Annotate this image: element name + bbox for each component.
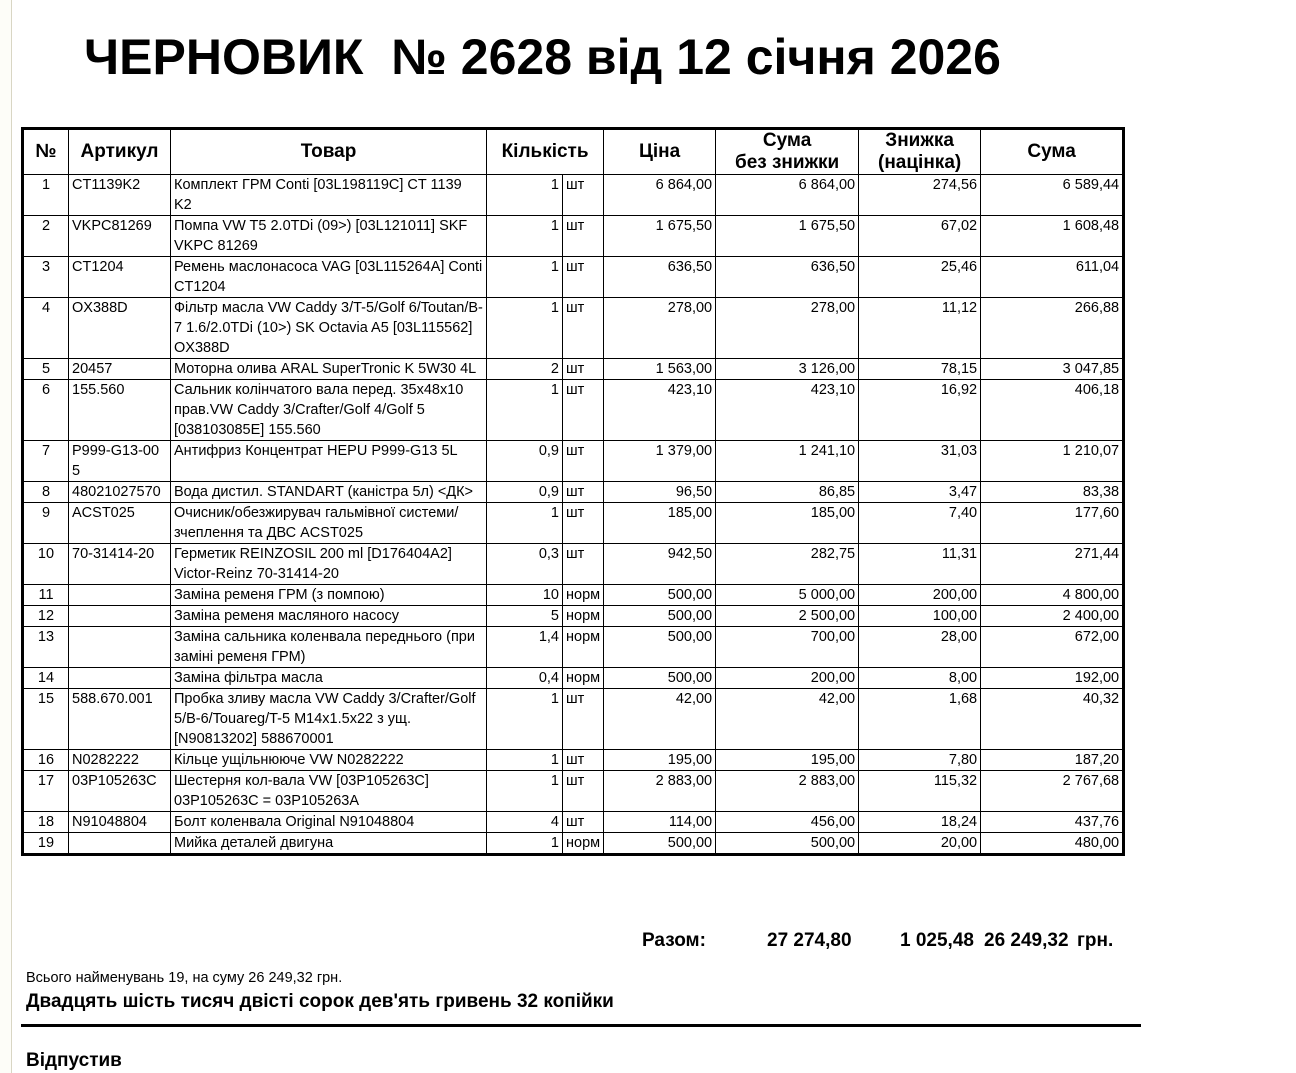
cell-sum: 437,76 <box>981 812 1124 833</box>
cell-discount: 11,31 <box>859 544 981 585</box>
cell-discount: 7,40 <box>859 503 981 544</box>
table-row <box>23 585 1124 606</box>
cell-no: 18 <box>23 812 69 833</box>
cell-sum-no-discount: 2 500,00 <box>716 606 859 627</box>
cell-quantity: 1 <box>487 689 563 750</box>
cell-price: 500,00 <box>604 627 716 668</box>
cell-no: 13 <box>23 627 69 668</box>
cell-quantity: 1 <box>487 771 563 812</box>
cell-product: Болт коленвала Original N91048804 <box>171 812 487 833</box>
cell-product: Вода дистил. STANDART (каністра 5л) <ДК> <box>171 482 487 503</box>
cell-discount: 200,00 <box>859 585 981 606</box>
cell-product: Герметик REINZOSIL 200 ml [D176404A2] Victor-Reinz 70-31414-20 <box>171 544 487 585</box>
table-row <box>23 689 1124 750</box>
cell-article: P999-G13-005 <box>69 441 171 482</box>
cell-price: 1 563,00 <box>604 359 716 380</box>
cell-article: CT1139K2 <box>69 175 171 216</box>
cell-quantity: 10 <box>487 585 563 606</box>
table-row <box>23 216 1124 257</box>
cell-price: 500,00 <box>604 668 716 689</box>
cell-sum: 406,18 <box>981 380 1124 441</box>
cell-product: Помпа VW T5 2.0TDi (09>) [03L121011] SKF VKPC 81269 <box>171 216 487 257</box>
cell-article: 155.560 <box>69 380 171 441</box>
cell-unit: шт <box>563 689 604 750</box>
items-table <box>21 127 1125 856</box>
cell-article: 70-31414-20 <box>69 544 171 585</box>
cell-price: 96,50 <box>604 482 716 503</box>
cell-quantity: 0,4 <box>487 668 563 689</box>
table-row <box>23 298 1124 359</box>
cell-discount: 3,47 <box>859 482 981 503</box>
cell-no: 9 <box>23 503 69 544</box>
header-product: Товар <box>171 129 487 175</box>
cell-sum: 1 210,07 <box>981 441 1124 482</box>
cell-no: 5 <box>23 359 69 380</box>
cell-discount: 67,02 <box>859 216 981 257</box>
cell-article: CT1204 <box>69 257 171 298</box>
cell-unit: шт <box>563 812 604 833</box>
cell-sum-no-discount: 500,00 <box>716 833 859 855</box>
totals-discount: 1 025,48 <box>900 930 974 951</box>
table-row <box>23 441 1124 482</box>
cell-discount: 31,03 <box>859 441 981 482</box>
cell-quantity: 1 <box>487 750 563 771</box>
totals-sum-no-discount: 27 274,80 <box>767 930 852 951</box>
cell-article: OX388D <box>69 298 171 359</box>
cell-product: Пробка зливу масла VW Caddy 3/Crafter/Golf 5/B-6/Touareg/T-5 M14x1.5x22 з ущ. [N90813202] 588670001 <box>171 689 487 750</box>
cell-unit: шт <box>563 175 604 216</box>
cell-price: 1 379,00 <box>604 441 716 482</box>
amount-in-words: Двадцять шість тисяч двісті сорок дев'ять гривень 32 копійки <box>26 991 614 1012</box>
cell-unit: шт <box>563 771 604 812</box>
cell-sum: 40,32 <box>981 689 1124 750</box>
cell-unit: норм <box>563 833 604 855</box>
cell-quantity: 0,3 <box>487 544 563 585</box>
cell-sum-no-discount: 42,00 <box>716 689 859 750</box>
cell-unit: шт <box>563 503 604 544</box>
table-row <box>23 833 1124 855</box>
cell-sum: 266,88 <box>981 298 1124 359</box>
cell-sum-no-discount: 700,00 <box>716 627 859 668</box>
cell-price: 500,00 <box>604 833 716 855</box>
table-row <box>23 380 1124 441</box>
cell-article: 48021027570 <box>69 482 171 503</box>
divider <box>21 1024 1141 1027</box>
cell-quantity: 5 <box>487 606 563 627</box>
cell-sum-no-discount: 6 864,00 <box>716 175 859 216</box>
cell-price: 114,00 <box>604 812 716 833</box>
cell-price: 278,00 <box>604 298 716 359</box>
cell-sum: 672,00 <box>981 627 1124 668</box>
cell-sum-no-discount: 423,10 <box>716 380 859 441</box>
cell-quantity: 4 <box>487 812 563 833</box>
cell-product: Сальник колінчатого вала перед. 35x48x10 прав.VW Caddy 3/Crafter/Golf 4/Golf 5 [038103085E] 155.560 <box>171 380 487 441</box>
cell-no: 7 <box>23 441 69 482</box>
cell-unit: шт <box>563 257 604 298</box>
cell-discount: 28,00 <box>859 627 981 668</box>
cell-price: 423,10 <box>604 380 716 441</box>
cell-product: Комплект ГРМ Conti [03L198119C] CT 1139 K2 <box>171 175 487 216</box>
table-row <box>23 257 1124 298</box>
cell-sum-no-discount: 1 675,50 <box>716 216 859 257</box>
header-sum: Сума <box>981 129 1124 175</box>
cell-sum: 187,20 <box>981 750 1124 771</box>
cell-price: 500,00 <box>604 606 716 627</box>
cell-article: 03P105263C <box>69 771 171 812</box>
cell-discount: 1,68 <box>859 689 981 750</box>
cell-no: 16 <box>23 750 69 771</box>
cell-article <box>69 668 171 689</box>
cell-price: 185,00 <box>604 503 716 544</box>
cell-no: 11 <box>23 585 69 606</box>
cell-sum-no-discount: 278,00 <box>716 298 859 359</box>
cell-price: 500,00 <box>604 585 716 606</box>
cell-article <box>69 585 171 606</box>
cell-article: VKPC81269 <box>69 216 171 257</box>
cell-quantity: 1 <box>487 380 563 441</box>
table-row <box>23 544 1124 585</box>
cell-article <box>69 606 171 627</box>
header-sum-no-discount-line2: без знижки <box>734 152 840 173</box>
cell-price: 942,50 <box>604 544 716 585</box>
cell-price: 636,50 <box>604 257 716 298</box>
table-row <box>23 175 1124 216</box>
cell-discount: 8,00 <box>859 668 981 689</box>
table-row <box>23 812 1124 833</box>
cell-quantity: 2 <box>487 359 563 380</box>
cell-sum: 2 767,68 <box>981 771 1124 812</box>
cell-quantity: 1 <box>487 175 563 216</box>
cell-unit: шт <box>563 359 604 380</box>
cell-product: Антифриз Концентрат HEPU P999-G13 5L <box>171 441 487 482</box>
header-sum-no-discount-line1: Сума <box>762 130 812 151</box>
cell-price: 6 864,00 <box>604 175 716 216</box>
cell-no: 2 <box>23 216 69 257</box>
released-by-label: Відпустив <box>26 1050 122 1071</box>
cell-quantity: 0,9 <box>487 482 563 503</box>
cell-product: Кільце ущільнююче VW N0282222 <box>171 750 487 771</box>
cell-discount: 18,24 <box>859 812 981 833</box>
cell-no: 10 <box>23 544 69 585</box>
cell-discount: 16,92 <box>859 380 981 441</box>
cell-sum-no-discount: 185,00 <box>716 503 859 544</box>
table-row <box>23 482 1124 503</box>
cell-quantity: 1 <box>487 833 563 855</box>
header-sum-no-discount <box>716 129 859 175</box>
cell-sum-no-discount: 1 241,10 <box>716 441 859 482</box>
cell-product: Фільтр масла VW Caddy 3/T-5/Golf 6/Toutan/B-7 1.6/2.0TDi (10>) SK Octavia A5 [03L115562] OX388D <box>171 298 487 359</box>
cell-no: 1 <box>23 175 69 216</box>
cell-sum: 480,00 <box>981 833 1124 855</box>
cell-no: 17 <box>23 771 69 812</box>
totals-currency: грн. <box>1077 930 1114 951</box>
cell-no: 14 <box>23 668 69 689</box>
cell-sum-no-discount: 282,75 <box>716 544 859 585</box>
cell-unit: шт <box>563 441 604 482</box>
cell-product: Моторна олива ARAL SuperTronic K 5W30 4L <box>171 359 487 380</box>
cell-sum-no-discount: 5 000,00 <box>716 585 859 606</box>
cell-sum: 177,60 <box>981 503 1124 544</box>
table-row <box>23 503 1124 544</box>
cell-price: 195,00 <box>604 750 716 771</box>
totals-sum: 26 249,32 <box>984 930 1069 951</box>
cell-quantity: 1 <box>487 503 563 544</box>
table-row <box>23 359 1124 380</box>
cell-sum: 4 800,00 <box>981 585 1124 606</box>
cell-discount: 7,80 <box>859 750 981 771</box>
cell-product: Шестерня кол-вала VW [03P105263C] 03P105263C = 03P105263A <box>171 771 487 812</box>
cell-discount: 274,56 <box>859 175 981 216</box>
cell-article <box>69 627 171 668</box>
cell-sum-no-discount: 3 126,00 <box>716 359 859 380</box>
cell-product: Заміна ременя ГРМ (з помпою) <box>171 585 487 606</box>
cell-unit: шт <box>563 298 604 359</box>
cell-quantity: 1 <box>487 216 563 257</box>
cell-sum: 6 589,44 <box>981 175 1124 216</box>
page-edge <box>0 0 12 1073</box>
cell-sum: 83,38 <box>981 482 1124 503</box>
cell-product: Заміна ременя масляного насосу <box>171 606 487 627</box>
cell-article: 588.670.001 <box>69 689 171 750</box>
cell-discount: 78,15 <box>859 359 981 380</box>
cell-sum-no-discount: 636,50 <box>716 257 859 298</box>
cell-no: 12 <box>23 606 69 627</box>
totals-label: Разом: <box>642 930 706 951</box>
cell-sum: 611,04 <box>981 257 1124 298</box>
cell-discount: 100,00 <box>859 606 981 627</box>
cell-unit: шт <box>563 750 604 771</box>
cell-no: 6 <box>23 380 69 441</box>
cell-no: 19 <box>23 833 69 855</box>
table-row <box>23 606 1124 627</box>
cell-no: 15 <box>23 689 69 750</box>
cell-article: 20457 <box>69 359 171 380</box>
cell-product: Заміна сальника коленвала переднього (при заміні ременя ГРМ) <box>171 627 487 668</box>
cell-article: N91048804 <box>69 812 171 833</box>
cell-unit: норм <box>563 585 604 606</box>
cell-discount: 20,00 <box>859 833 981 855</box>
document-title: ЧЕРНОВИК № 2628 від 12 січня 2026 <box>84 29 1001 85</box>
cell-price: 42,00 <box>604 689 716 750</box>
table-row <box>23 627 1124 668</box>
cell-unit: шт <box>563 380 604 441</box>
cell-quantity: 1 <box>487 257 563 298</box>
cell-sum-no-discount: 2 883,00 <box>716 771 859 812</box>
cell-product: Очисник/обезжирувач гальмівної системи/зчеплення та ДВС ACST025 <box>171 503 487 544</box>
cell-unit: норм <box>563 668 604 689</box>
cell-sum: 271,44 <box>981 544 1124 585</box>
cell-price: 1 675,50 <box>604 216 716 257</box>
cell-article: ACST025 <box>69 503 171 544</box>
table-body <box>23 175 1124 855</box>
cell-unit: шт <box>563 482 604 503</box>
table-header-row <box>23 129 1124 175</box>
cell-no: 3 <box>23 257 69 298</box>
cell-no: 8 <box>23 482 69 503</box>
header-article: Артикул <box>69 129 171 175</box>
cell-quantity: 1 <box>487 298 563 359</box>
cell-sum: 3 047,85 <box>981 359 1124 380</box>
cell-discount: 115,32 <box>859 771 981 812</box>
cell-unit: шт <box>563 216 604 257</box>
cell-sum-no-discount: 200,00 <box>716 668 859 689</box>
table-row <box>23 771 1124 812</box>
cell-unit: норм <box>563 627 604 668</box>
cell-quantity: 0,9 <box>487 441 563 482</box>
cell-discount: 25,46 <box>859 257 981 298</box>
header-quantity: Кількість <box>487 129 604 175</box>
header-discount <box>859 129 981 175</box>
table-row <box>23 750 1124 771</box>
cell-discount: 11,12 <box>859 298 981 359</box>
cell-product: Ремень маслонасоса VAG [03L115264A] Conti CT1204 <box>171 257 487 298</box>
cell-sum-no-discount: 456,00 <box>716 812 859 833</box>
summary-line: Всього найменувань 19, на суму 26 249,32 грн. <box>26 970 343 986</box>
cell-unit: шт <box>563 544 604 585</box>
cell-product: Мийка деталей двигуна <box>171 833 487 855</box>
cell-sum: 2 400,00 <box>981 606 1124 627</box>
cell-sum: 192,00 <box>981 668 1124 689</box>
header-discount-line2: (націнка) <box>878 152 962 173</box>
header-price: Ціна <box>604 129 716 175</box>
cell-price: 2 883,00 <box>604 771 716 812</box>
cell-product: Заміна фільтра масла <box>171 668 487 689</box>
cell-article: N0282222 <box>69 750 171 771</box>
header-no: № <box>23 129 69 175</box>
cell-sum: 1 608,48 <box>981 216 1124 257</box>
header-discount-line1: Знижка <box>885 130 954 151</box>
cell-sum-no-discount: 195,00 <box>716 750 859 771</box>
cell-sum-no-discount: 86,85 <box>716 482 859 503</box>
table-row <box>23 668 1124 689</box>
cell-quantity: 1,4 <box>487 627 563 668</box>
cell-article <box>69 833 171 855</box>
cell-unit: норм <box>563 606 604 627</box>
cell-no: 4 <box>23 298 69 359</box>
